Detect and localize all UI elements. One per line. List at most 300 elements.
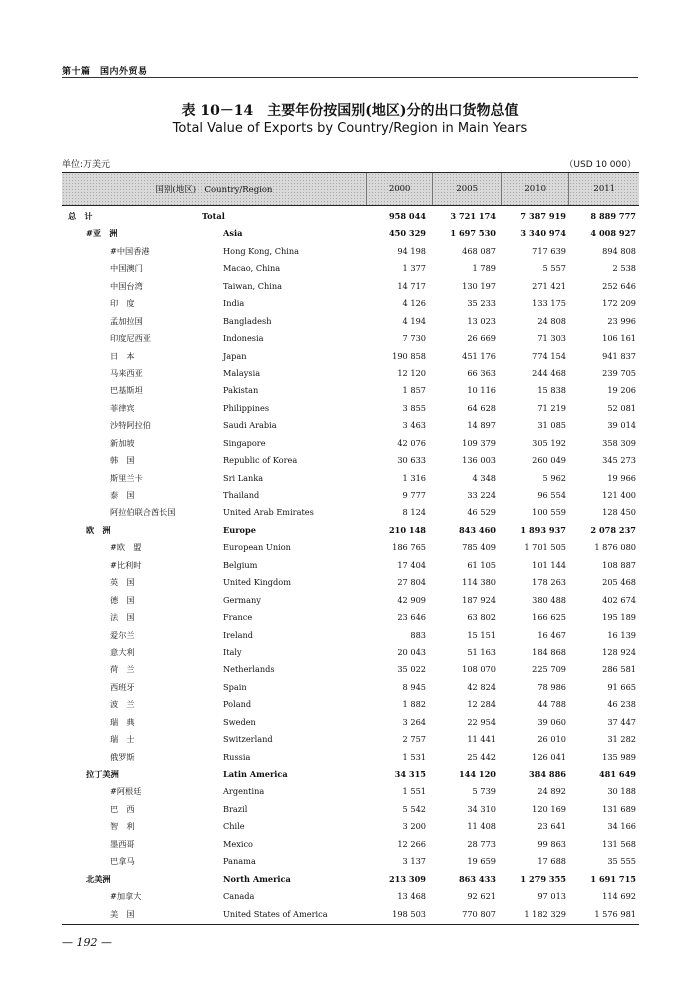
value-2011: 358 309 bbox=[602, 437, 636, 448]
row-label-english: United States of America bbox=[223, 908, 328, 919]
value-2010: 100 559 bbox=[532, 507, 566, 518]
value-2010: 1 182 329 bbox=[524, 908, 566, 919]
row-label-english: Russia bbox=[223, 751, 251, 762]
value-2010: 31 085 bbox=[537, 420, 566, 431]
table-row bbox=[62, 400, 639, 417]
value-2010: 5 557 bbox=[542, 263, 566, 274]
value-2010: 23 641 bbox=[537, 821, 566, 832]
value-2011: 131 689 bbox=[602, 803, 636, 814]
value-2011: 108 887 bbox=[602, 559, 636, 570]
table-row bbox=[62, 661, 639, 678]
row-label-chinese: 沙特阿拉伯 bbox=[110, 420, 151, 431]
value-2005: 3 721 174 bbox=[450, 211, 496, 221]
table-row bbox=[62, 452, 639, 469]
value-2000: 3 463 bbox=[402, 420, 426, 431]
row-label-chinese: #比利时 bbox=[110, 559, 142, 570]
value-2000: 1 377 bbox=[402, 263, 426, 274]
row-label-english: Republic of Korea bbox=[223, 455, 298, 466]
value-2011: 1 691 715 bbox=[590, 873, 636, 884]
value-2000: 190 858 bbox=[392, 350, 426, 361]
value-2005: 33 224 bbox=[467, 490, 496, 500]
value-2005: 144 120 bbox=[458, 769, 496, 779]
value-2010: 17 688 bbox=[537, 856, 566, 867]
value-2010: 1 893 937 bbox=[520, 524, 566, 535]
value-2011: 135 989 bbox=[602, 751, 636, 762]
value-2011: 894 808 bbox=[602, 245, 636, 256]
value-2010: 16 467 bbox=[537, 629, 566, 640]
row-label-chinese: 中国澳门 bbox=[110, 263, 143, 274]
value-2000: 1 882 bbox=[402, 699, 426, 710]
value-2005: 11 441 bbox=[467, 734, 496, 745]
row-label-chinese: 巴基斯坦 bbox=[110, 385, 143, 396]
value-2005: 12 284 bbox=[467, 699, 496, 710]
row-label-english: Japan bbox=[223, 350, 247, 361]
table-body bbox=[62, 206, 639, 923]
row-label-english: Malaysia bbox=[223, 367, 261, 378]
value-2005: 4 348 bbox=[472, 472, 496, 483]
row-label-english: Ireland bbox=[223, 629, 254, 640]
value-2011: 19 206 bbox=[607, 385, 636, 396]
value-2005: 108 070 bbox=[462, 664, 496, 675]
row-label-chinese: 拉丁美洲 bbox=[86, 769, 119, 779]
table-row bbox=[62, 731, 639, 748]
row-label-chinese: 德 国 bbox=[110, 594, 135, 605]
value-2010: 184 868 bbox=[532, 646, 566, 657]
value-2000: 198 503 bbox=[392, 908, 426, 919]
value-2010: 178 263 bbox=[532, 577, 566, 588]
value-2005: 1 697 530 bbox=[450, 228, 496, 239]
value-2005: 15 151 bbox=[467, 629, 496, 640]
table-row bbox=[62, 871, 639, 888]
row-label-chinese: 意大利 bbox=[110, 646, 135, 657]
row-label-english: Spain bbox=[223, 681, 247, 692]
row-label-chinese: 法 国 bbox=[110, 612, 135, 623]
row-label-chinese: 孟加拉国 bbox=[110, 315, 143, 326]
value-2010: 120 169 bbox=[532, 803, 566, 814]
row-label-english: Taiwan, China bbox=[223, 280, 283, 291]
row-label-english: Mexico bbox=[223, 838, 253, 849]
value-2011: 239 705 bbox=[602, 367, 636, 378]
value-2010: 101 144 bbox=[532, 559, 566, 570]
value-2005: 109 379 bbox=[462, 437, 496, 448]
value-2000: 14 717 bbox=[397, 280, 426, 291]
row-label-english: Chile bbox=[223, 821, 245, 832]
value-2005: 61 105 bbox=[467, 559, 496, 570]
value-2000: 3 855 bbox=[402, 402, 426, 413]
row-label-english: Brazil bbox=[223, 803, 248, 814]
table-row bbox=[62, 644, 639, 661]
value-2000: 30 633 bbox=[397, 455, 426, 466]
value-2011: 39 014 bbox=[607, 420, 636, 431]
row-label-chinese: 总 计 bbox=[68, 211, 93, 221]
row-label-chinese: 北美洲 bbox=[86, 873, 111, 884]
value-2005: 19 659 bbox=[467, 856, 496, 867]
value-2011: 106 161 bbox=[602, 333, 636, 344]
table-row bbox=[62, 330, 639, 347]
table-row bbox=[62, 766, 639, 783]
value-2000: 1 531 bbox=[402, 751, 426, 762]
row-label-chinese: #阿根廷 bbox=[110, 786, 142, 797]
value-2010: 717 639 bbox=[532, 245, 566, 256]
value-2000: 23 646 bbox=[397, 612, 426, 623]
row-label-english: Bangladesh bbox=[223, 315, 272, 326]
value-2000: 8 945 bbox=[402, 681, 426, 692]
row-label-chinese: 巴拿马 bbox=[110, 856, 135, 867]
table-row bbox=[62, 592, 639, 609]
value-2000: 1 857 bbox=[402, 385, 426, 396]
value-2000: 4 126 bbox=[402, 298, 426, 309]
value-2011: 114 692 bbox=[602, 891, 636, 902]
value-2005: 22 954 bbox=[467, 716, 496, 727]
row-label-chinese: 俄罗斯 bbox=[110, 751, 135, 762]
table-row bbox=[62, 853, 639, 870]
value-2011: 37 447 bbox=[607, 716, 636, 727]
value-2010: 225 709 bbox=[532, 664, 566, 675]
value-2011: 19 966 bbox=[607, 472, 636, 483]
table-row bbox=[62, 888, 639, 905]
value-2011: 1 876 080 bbox=[594, 542, 636, 553]
value-2010: 44 788 bbox=[537, 699, 566, 710]
table-row bbox=[62, 470, 639, 487]
row-label-english: Sweden bbox=[223, 716, 256, 727]
table-row bbox=[62, 504, 639, 521]
row-label-english: Philippines bbox=[223, 402, 270, 413]
table-row bbox=[62, 557, 639, 574]
value-2011: 128 450 bbox=[602, 507, 636, 518]
value-2011: 941 837 bbox=[602, 350, 636, 361]
value-2011: 121 400 bbox=[602, 490, 636, 500]
row-label-chinese: 巴 西 bbox=[110, 803, 135, 814]
value-2005: 46 529 bbox=[467, 507, 496, 518]
row-label-english: Macao, China bbox=[223, 263, 281, 274]
row-label-chinese: #亚 洲 bbox=[86, 228, 118, 239]
table-row bbox=[62, 295, 639, 312]
value-2011: 252 646 bbox=[602, 280, 636, 291]
value-2011: 205 468 bbox=[602, 577, 636, 588]
value-2011: 8 889 777 bbox=[590, 211, 636, 221]
value-2000: 12 120 bbox=[397, 367, 426, 378]
header-country-region: 国别(地区) Country/Region bbox=[155, 185, 273, 195]
header-year-2005: 2005 bbox=[432, 173, 501, 205]
value-2011: 16 139 bbox=[607, 629, 636, 640]
value-2005: 451 176 bbox=[462, 350, 496, 361]
row-label-english: Latin America bbox=[223, 769, 288, 779]
unit-label-english: （USD 10 000） bbox=[564, 160, 636, 170]
value-2000: 42 909 bbox=[397, 594, 426, 605]
row-label-chinese: 韩 国 bbox=[110, 455, 135, 466]
table-row bbox=[62, 696, 639, 713]
row-label-english: Canada bbox=[223, 891, 255, 902]
value-2005: 66 363 bbox=[467, 367, 496, 378]
row-label-chinese: 中国台湾 bbox=[110, 280, 143, 291]
row-label-chinese: 英 国 bbox=[110, 577, 135, 588]
value-2011: 91 665 bbox=[607, 681, 636, 692]
value-2011: 23 996 bbox=[607, 315, 636, 326]
value-2005: 92 621 bbox=[467, 891, 496, 902]
value-2005: 136 003 bbox=[462, 455, 496, 466]
value-2000: 4 194 bbox=[402, 315, 426, 326]
row-label-chinese: #欧 盟 bbox=[110, 542, 142, 553]
header-year-2011: 2011 bbox=[568, 173, 639, 205]
row-label-chinese: 欧 洲 bbox=[86, 524, 111, 535]
value-2000: 3 137 bbox=[402, 856, 426, 867]
value-2000: 20 043 bbox=[397, 646, 426, 657]
row-label-chinese: 马来西亚 bbox=[110, 367, 143, 378]
running-head: 第十篇 国内外贸易 bbox=[62, 67, 148, 77]
value-2011: 195 189 bbox=[602, 612, 636, 623]
value-2011: 131 568 bbox=[602, 838, 636, 849]
row-label-english: Total bbox=[202, 211, 225, 221]
value-2005: 51 163 bbox=[467, 646, 496, 657]
value-2010: 1 701 505 bbox=[524, 542, 566, 553]
table-row bbox=[62, 749, 639, 766]
value-2005: 64 628 bbox=[467, 402, 496, 413]
table-row bbox=[62, 260, 639, 277]
value-2000: 3 264 bbox=[402, 716, 426, 727]
value-2000: 94 198 bbox=[397, 245, 426, 256]
row-label-chinese: 日 本 bbox=[110, 350, 135, 361]
value-2011: 30 188 bbox=[607, 786, 636, 797]
value-2011: 172 209 bbox=[602, 298, 636, 309]
value-2005: 28 773 bbox=[467, 838, 496, 849]
row-label-chinese: 波 兰 bbox=[110, 699, 135, 710]
value-2000: 186 765 bbox=[392, 542, 426, 553]
row-label-english: European Union bbox=[223, 542, 291, 553]
row-label-english: Saudi Arabia bbox=[223, 420, 277, 431]
value-2005: 187 924 bbox=[462, 594, 496, 605]
value-2000: 1 551 bbox=[402, 786, 426, 797]
row-label-chinese: 新加坡 bbox=[110, 437, 135, 448]
value-2010: 5 962 bbox=[542, 472, 566, 483]
row-label-chinese: #加拿大 bbox=[110, 891, 142, 902]
value-2010: 1 279 355 bbox=[520, 873, 566, 884]
table-row bbox=[62, 487, 639, 504]
value-2011: 52 081 bbox=[607, 402, 636, 413]
value-2010: 24 808 bbox=[537, 315, 566, 326]
value-2005: 14 897 bbox=[467, 420, 496, 431]
value-2000: 27 804 bbox=[397, 577, 426, 588]
value-2010: 166 625 bbox=[532, 612, 566, 623]
value-2005: 42 824 bbox=[467, 681, 496, 692]
table-row bbox=[62, 818, 639, 835]
row-label-chinese: 瑞 士 bbox=[110, 734, 135, 745]
value-2000: 210 148 bbox=[388, 524, 426, 535]
header-rule bbox=[62, 77, 638, 78]
header-year-2000: 2000 bbox=[366, 173, 433, 205]
value-2000: 3 200 bbox=[402, 821, 426, 832]
value-2010: 24 892 bbox=[537, 786, 566, 797]
value-2000: 1 316 bbox=[402, 472, 426, 483]
row-label-english: Indonesia bbox=[223, 333, 264, 344]
value-2010: 97 013 bbox=[537, 891, 566, 902]
value-2010: 96 554 bbox=[537, 490, 566, 500]
unit-label-chinese: 单位:万美元 bbox=[62, 160, 111, 170]
header-year-2010: 2010 bbox=[501, 173, 569, 205]
value-2010: 271 421 bbox=[532, 280, 566, 291]
value-2011: 1 576 981 bbox=[594, 908, 636, 919]
value-2010: 7 387 919 bbox=[520, 211, 566, 221]
page-number: — 192 — bbox=[62, 936, 112, 949]
value-2010: 380 488 bbox=[532, 594, 566, 605]
value-2010: 133 175 bbox=[532, 298, 566, 309]
value-2000: 7 730 bbox=[402, 333, 426, 344]
row-label-chinese: 斯里兰卡 bbox=[110, 472, 143, 483]
value-2010: 305 192 bbox=[532, 437, 566, 448]
row-label-chinese: 印度尼西亚 bbox=[110, 333, 151, 344]
value-2005: 11 408 bbox=[467, 821, 496, 832]
row-label-english: Switzerland bbox=[223, 734, 273, 745]
table-row bbox=[62, 243, 639, 260]
row-label-english: North America bbox=[223, 873, 291, 884]
table-header bbox=[62, 172, 639, 206]
row-label-chinese: 荷 兰 bbox=[110, 664, 135, 675]
row-label-english: Argentina bbox=[223, 786, 265, 797]
value-2000: 13 468 bbox=[397, 891, 426, 902]
table-row bbox=[62, 435, 639, 452]
table-row bbox=[62, 225, 639, 242]
row-label-chinese: 墨西哥 bbox=[110, 838, 135, 849]
row-label-english: Panama bbox=[223, 856, 256, 867]
value-2000: 958 044 bbox=[388, 211, 426, 221]
table-row bbox=[62, 906, 639, 923]
value-2000: 17 404 bbox=[397, 559, 426, 570]
value-2011: 35 555 bbox=[607, 856, 636, 867]
value-2005: 35 233 bbox=[467, 298, 496, 309]
value-2000: 42 076 bbox=[397, 437, 426, 448]
row-label-english: United Arab Emirates bbox=[223, 507, 314, 518]
value-2011: 286 581 bbox=[602, 664, 636, 675]
value-2010: 15 838 bbox=[537, 385, 566, 396]
row-label-english: Hong Kong, China bbox=[223, 245, 300, 256]
table-row bbox=[62, 348, 639, 365]
row-label-chinese: 美 国 bbox=[110, 908, 135, 919]
value-2011: 402 674 bbox=[602, 594, 636, 605]
table-row bbox=[62, 627, 639, 644]
row-label-english: Germany bbox=[223, 594, 261, 605]
value-2000: 213 309 bbox=[388, 873, 426, 884]
value-2000: 5 542 bbox=[402, 803, 426, 814]
table-row bbox=[62, 208, 639, 225]
exports-table bbox=[62, 172, 639, 923]
value-2011: 34 166 bbox=[607, 821, 636, 832]
row-label-chinese: 智 利 bbox=[110, 821, 135, 832]
table-row bbox=[62, 522, 639, 539]
table-row bbox=[62, 417, 639, 434]
value-2010: 71 219 bbox=[537, 402, 566, 413]
row-label-chinese: 西班牙 bbox=[110, 681, 135, 692]
table-bottom-rule bbox=[62, 924, 639, 925]
value-2010: 99 863 bbox=[537, 838, 566, 849]
row-label-english: Poland bbox=[223, 699, 252, 710]
value-2010: 26 010 bbox=[537, 734, 566, 745]
row-label-chinese: 瑞 典 bbox=[110, 716, 135, 727]
value-2000: 883 bbox=[410, 629, 426, 640]
value-2005: 130 197 bbox=[462, 280, 496, 291]
value-2005: 10 116 bbox=[467, 385, 496, 396]
row-label-english: France bbox=[223, 612, 253, 623]
value-2000: 9 777 bbox=[402, 490, 426, 500]
table-row bbox=[62, 836, 639, 853]
row-label-chinese: 泰 国 bbox=[110, 490, 135, 500]
value-2010: 71 303 bbox=[537, 333, 566, 344]
value-2010: 39 060 bbox=[537, 716, 566, 727]
row-label-chinese: 爱尔兰 bbox=[110, 629, 135, 640]
value-2011: 345 273 bbox=[602, 455, 636, 466]
value-2005: 843 460 bbox=[458, 524, 496, 535]
value-2011: 46 238 bbox=[607, 699, 636, 710]
value-2005: 26 669 bbox=[467, 333, 496, 344]
row-label-english: Singapore bbox=[223, 437, 266, 448]
value-2005: 785 409 bbox=[462, 542, 496, 553]
table-row bbox=[62, 278, 639, 295]
table-row bbox=[62, 313, 639, 330]
row-label-chinese: #中国香港 bbox=[110, 245, 150, 256]
row-label-chinese: 菲律宾 bbox=[110, 402, 135, 413]
table-row bbox=[62, 539, 639, 556]
value-2005: 25 442 bbox=[467, 751, 496, 762]
value-2011: 4 008 927 bbox=[590, 228, 636, 239]
row-label-english: Netherlands bbox=[223, 664, 275, 675]
value-2010: 126 041 bbox=[532, 751, 566, 762]
value-2010: 244 468 bbox=[532, 367, 566, 378]
table-title-english: Total Value of Exports by Country/Region in Main Years bbox=[172, 121, 528, 136]
value-2010: 384 886 bbox=[528, 769, 566, 779]
value-2005: 114 380 bbox=[462, 577, 496, 588]
row-label-english: Europe bbox=[223, 524, 256, 535]
value-2000: 2 757 bbox=[402, 734, 426, 745]
row-label-english: Sri Lanka bbox=[223, 472, 264, 483]
value-2005: 468 087 bbox=[462, 245, 496, 256]
table-row bbox=[62, 574, 639, 591]
value-2005: 1 789 bbox=[472, 263, 496, 274]
value-2000: 450 329 bbox=[388, 228, 426, 239]
row-label-english: United Kingdom bbox=[223, 577, 291, 588]
table-row bbox=[62, 382, 639, 399]
value-2010: 774 154 bbox=[532, 350, 566, 361]
value-2005: 13 023 bbox=[467, 315, 496, 326]
row-label-chinese: 阿拉伯联合酋长国 bbox=[110, 507, 176, 518]
value-2011: 2 538 bbox=[612, 263, 636, 274]
value-2000: 35 022 bbox=[397, 664, 426, 675]
row-label-english: Pakistan bbox=[223, 385, 259, 396]
value-2005: 770 807 bbox=[462, 908, 496, 919]
value-2000: 8 124 bbox=[402, 507, 426, 518]
table-row bbox=[62, 679, 639, 696]
row-label-chinese: 印 度 bbox=[110, 298, 135, 309]
row-label-english: Thailand bbox=[223, 490, 260, 500]
table-row bbox=[62, 365, 639, 382]
value-2011: 128 924 bbox=[602, 646, 636, 657]
table-row bbox=[62, 801, 639, 818]
value-2010: 78 986 bbox=[537, 681, 566, 692]
table-title-chinese: 表 10－14 主要年份按国别(地区)分的出口货物总值 bbox=[181, 103, 519, 119]
table-row bbox=[62, 714, 639, 731]
value-2010: 260 049 bbox=[532, 455, 566, 466]
value-2011: 2 078 237 bbox=[590, 524, 636, 535]
value-2011: 481 649 bbox=[598, 769, 636, 779]
row-label-english: Belgium bbox=[223, 559, 258, 570]
row-label-english: India bbox=[223, 298, 245, 309]
table-row bbox=[62, 609, 639, 626]
value-2000: 12 266 bbox=[397, 838, 426, 849]
row-label-english: Asia bbox=[223, 228, 243, 239]
table-row bbox=[62, 783, 639, 800]
value-2005: 34 310 bbox=[467, 803, 496, 814]
value-2000: 34 315 bbox=[394, 769, 426, 779]
value-2010: 3 340 974 bbox=[520, 228, 566, 239]
value-2005: 863 433 bbox=[458, 873, 496, 884]
value-2005: 5 739 bbox=[472, 786, 496, 797]
